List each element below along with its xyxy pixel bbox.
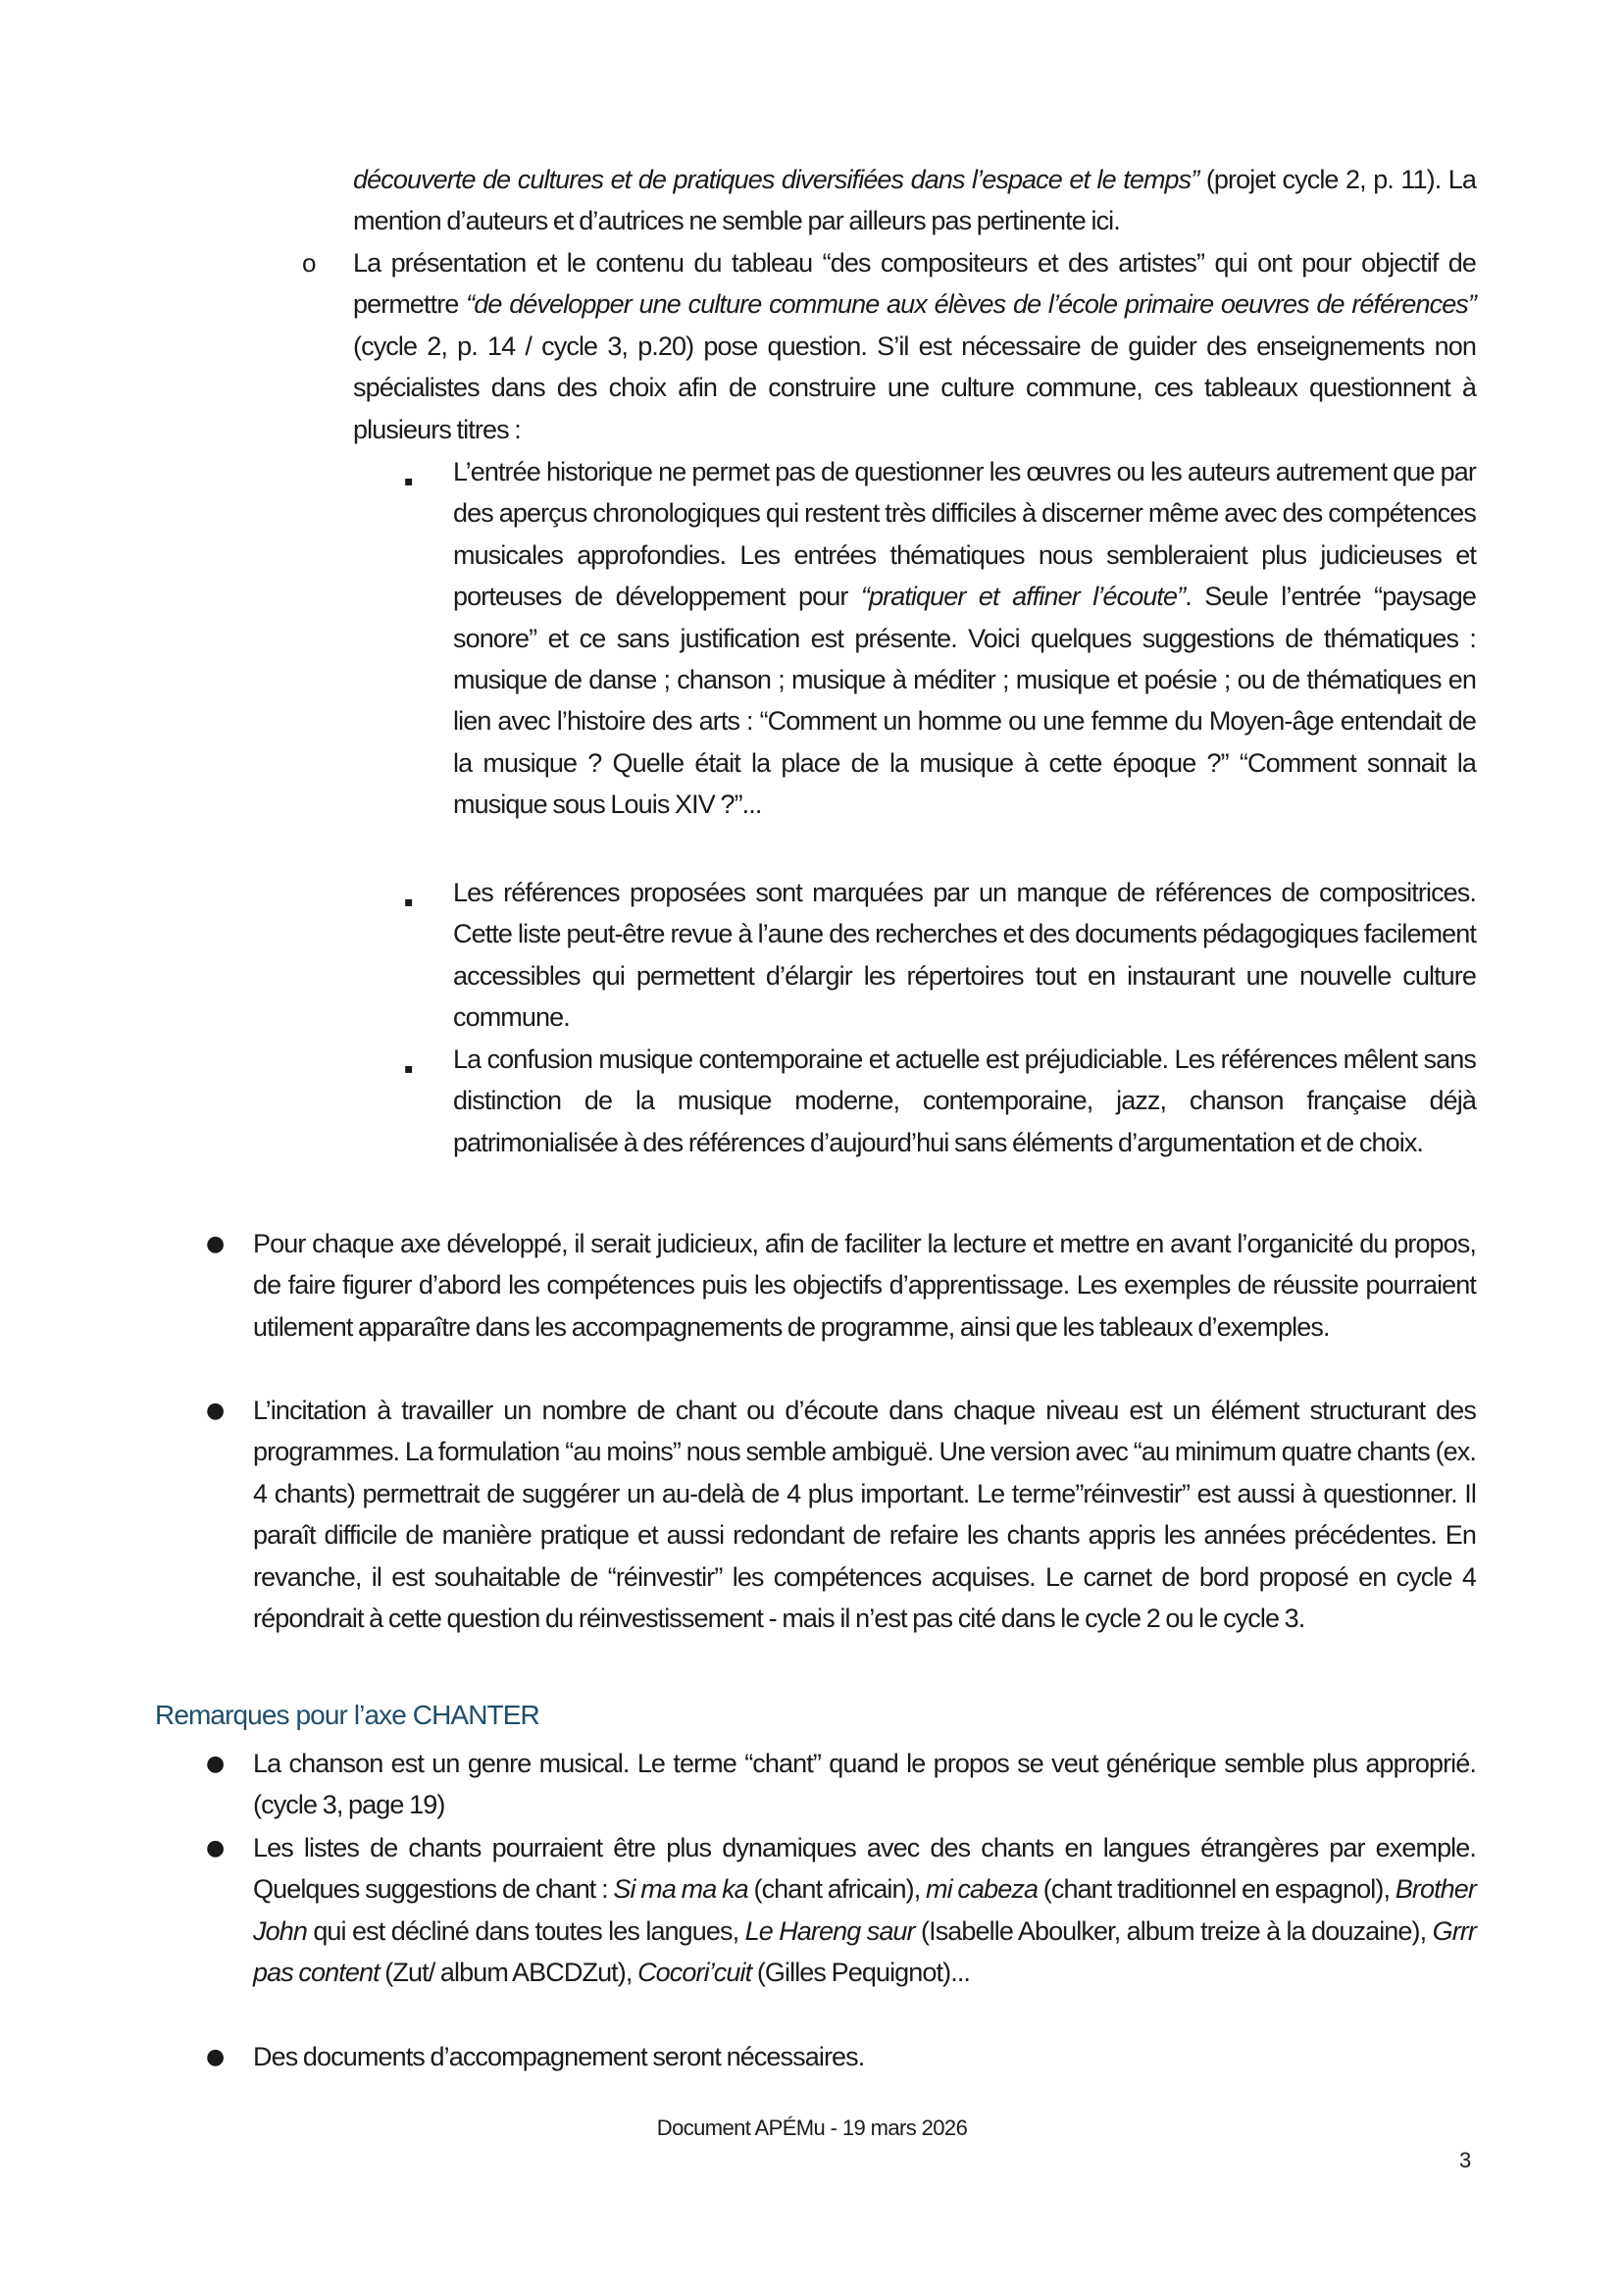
song-title: Si ma ma ka (613, 1874, 748, 1905)
song-title: Grrr pas content (253, 1915, 1476, 1988)
quote-italic: découverte de cultures et de pratiques diversifiées dans l’espace et le temps” (353, 165, 1199, 194)
continuation-paragraph: découverte de cultures et de pratiques diversifiées dans l’espace et le temps” (projet cycle 2, p. 11). La mention d’auteurs et d’autrices ne semble par ailleurs pas pertinente ici. (353, 165, 1477, 236)
bullet-axe-developpe: Pour chaque axe développé, il serait judicieux, afin de faciliter la lecture et mettre en avant l’organicité du propos, de faire figurer d’abord les compétences puis les objectifs d’apprentissage. Les exemples de réussite pourraient utilement apparaître dans les accompagnements de programme, ainsi que les tableaux d’exemples. (253, 1229, 1476, 1342)
square-bullet-icon: ▪ (404, 474, 414, 489)
sub-bullet-tableau-compositeurs: La présentation et le contenu du tableau “des compositeurs et des artistes” qui ont pour objectif de permettre “de développer une culture commune aux élèves de l’école primaire oeuvres de références” (cycle 2, p. 14 / cycle 3, p.20) pose question. S’il est nécessaire de guider des enseignements non spécialistes dans des choix afin de construire une culture commune, ces tableaux questionnent à plusieurs titres : (353, 248, 1476, 444)
section-heading-chanter: Remarques pour l’axe CHANTER (155, 1700, 539, 1730)
text-run: Les listes de chants pourraient être plus dynamiques avec des chants en langues étrangères par exemple. Quelques suggestions de chant : (253, 1833, 1476, 1905)
text-run: (chant traditionnel en espagnol), (1038, 1874, 1396, 1905)
song-title: mi cabeza (926, 1874, 1039, 1905)
bullet-incitation-chants: L’incitation à travailler un nombre de chant ou d’écoute dans chaque niveau est un élément structurant des programmes. La formulation “au moins” nous semble ambiguë. Une version avec “au minimum quatre chants (ex. 4 chants) permettrait de suggérer un au-delà de 4 plus important. Le terme”réinvestir” est aussi à questionner. Il paraît difficile de manière pratique et aussi redondant de refaire les chants appris les années précédentes. En revanche, il est souhaitable de “réinvestir” les compétences acquises. Le carnet de bord proposé en cycle 4 répondrait à cette question du réinvestissement - mais il n’est pas cité dans le cycle 2 ou le cycle 3. (253, 1396, 1476, 1634)
sub-sub-bullet-references-compositrices: Les références proposées sont marquées par un manque de références de compositrices. Cette liste peut-être revue à l’aune des recherches et des documents pédagogiques facilement accessibles qui permettent d’élargir les répertoires tout en instaurant une nouvelle culture commune. (453, 878, 1476, 1033)
song-title: Le Hareng saur (744, 1915, 915, 1946)
text-run: (Isabelle Aboulker, album treize à la douzaine), (914, 1915, 1433, 1946)
text-run: (Gilles Pequignot)... (751, 1958, 971, 1988)
page-footer: Document APÉMu - 19 mars 2026 (656, 2116, 968, 2140)
bullet-listes-chants (253, 1827, 1476, 1994)
bullet-icon: ● (206, 1232, 226, 1256)
text-run: (Zut/ album ABCDZut), (379, 1958, 638, 1988)
text-run: qui est décliné dans toutes les langues, (306, 1915, 745, 1946)
sub-sub-bullet-confusion-musique: La confusion musique contemporaine et actuelle est préjudiciable. Les références mêlent sans distinction de la musique moderne, contemporaine, jazz, chanson française déjà patrimonialisée à des références d’aujourd’hui sans éléments d’argumentation et de choix. (453, 1045, 1476, 1157)
page-number: 3 (1459, 2148, 1472, 2172)
bullet-icon: ● (206, 1836, 226, 1861)
bullet-icon: ● (206, 1752, 226, 1776)
sub-bullet-marker: o (302, 248, 317, 278)
bullet-documents-accompagnement: Des documents d’accompagnement seront nécessaires. (253, 2042, 865, 2071)
bullet-icon: ● (206, 1399, 226, 1423)
sub-sub-bullet-entree-historique: L’entrée historique ne permet pas de questionner les œuvres ou les auteurs autrement que par des aperçus chronologiques qui restent très difficiles à discerner même avec des compétences musicales approfondies. Les entrées thématiques nous sembleraient plus judicieuses et porteuses de développement pour “pratiquer et affiner l’écoute”. Seule l’entrée “paysage sonore” et ce sans justification est présente. Voici quelques suggestions de thématiques : musique de danse ; chanson ; musique à méditer ; musique et poésie ; ou de thématiques en lien avec l’histoire des arts : “Comment un homme ou une femme du Moyen-âge entendait de la musique ? Quelle était la place de la musique à cette époque ?” “Comment sonnait la musique sous Louis XIV ?”... (453, 457, 1476, 820)
song-title: Brother John (253, 1874, 1476, 1946)
song-title: Cocori’cuit (637, 1958, 752, 1988)
square-bullet-icon: ▪ (404, 894, 414, 910)
bullet-icon: ● (206, 2045, 226, 2069)
text-run: (chant africain), (747, 1874, 927, 1905)
square-bullet-icon: ▪ (404, 1061, 414, 1077)
bullet-chanson-genre: La chanson est un genre musical. Le terme “chant” quand le propos se veut générique semble plus approprié. (cycle 3, page 19) (253, 1749, 1476, 1820)
